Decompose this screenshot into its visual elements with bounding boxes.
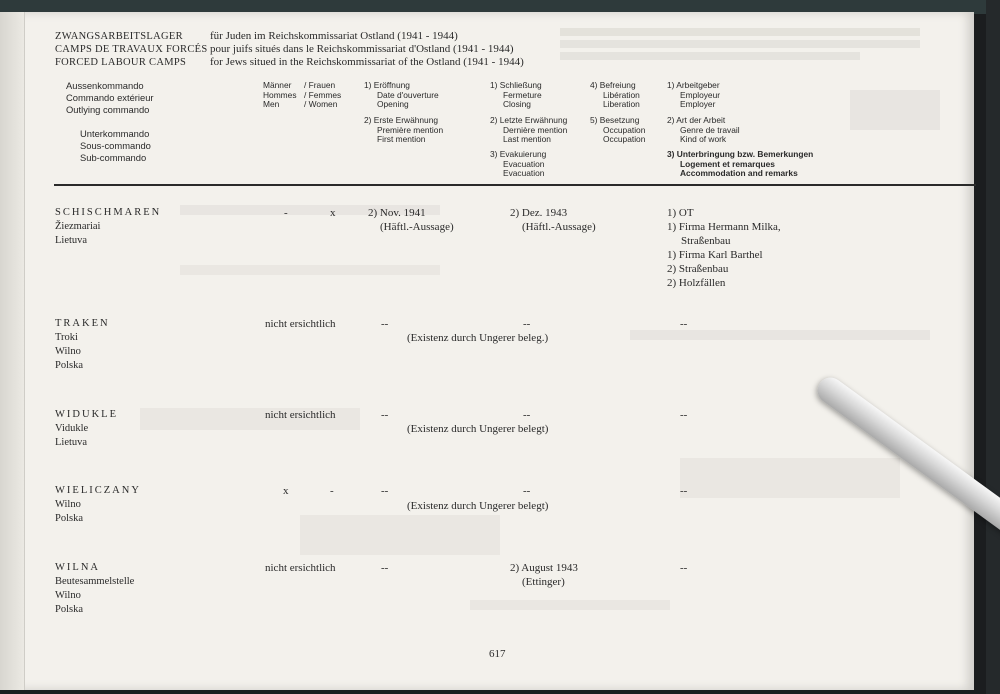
women-de: / Frauen: [304, 80, 336, 90]
work-line: 2) Straßenbau: [667, 263, 729, 275]
camp-country: Polska: [55, 513, 84, 524]
desc-de: für Juden im Reichskommissariat Ostland (1941 - 1944): [210, 30, 458, 42]
liberation-fr: Libération: [603, 89, 640, 100]
camp-name-block: [55, 561, 134, 617]
camp-country: Lietuva: [55, 437, 88, 448]
first-mention-value: --: [381, 409, 389, 421]
camp-name: WILNA: [55, 562, 100, 573]
first-mention-en: First mention: [377, 134, 426, 144]
last-mention-value: [510, 561, 578, 589]
last-mention-header: [490, 116, 567, 145]
kind-of-work-en: Kind of work: [680, 134, 727, 144]
accommodation-fr: Logement et remarques: [680, 158, 775, 169]
camp-region: Wilno: [55, 346, 81, 357]
accommodation-en: Accommodation and remarks: [680, 168, 798, 178]
women-en: / Women: [304, 99, 338, 109]
work-line: 2) Holzfällen: [667, 277, 726, 289]
men-women-status: nicht ersichtlich: [265, 318, 336, 330]
opening-en: Opening: [377, 99, 409, 109]
first-mention-value: [368, 206, 454, 234]
title-block: [55, 30, 208, 69]
kind-of-work-header: [667, 116, 740, 145]
work-details: [667, 206, 781, 290]
camp-name: SCHISCHMAREN: [55, 207, 162, 218]
outlying-de: Aussenkommando: [66, 80, 144, 91]
occupation-de: 5) Besetzung: [590, 115, 640, 125]
women-label: [304, 81, 341, 110]
men-women-status: nicht ersichtlich: [265, 409, 336, 421]
last-mention-de: 2) Letzte Erwähnung: [490, 115, 568, 125]
employer-header: [667, 81, 720, 110]
camp-region: Wilno: [55, 499, 81, 510]
facing-page-edge: [0, 12, 25, 690]
last-mention-source: (Häftl.-Aussage): [522, 221, 596, 233]
work-details: --: [680, 485, 688, 497]
sub-fr: Sous-commando: [80, 140, 151, 151]
existence-note: (Existenz durch Ungerer belegt): [407, 423, 549, 435]
men-value: -: [284, 207, 288, 219]
last-mention-value: [510, 206, 596, 234]
camp-name-block: [55, 317, 110, 373]
first-mention-date: 2) Nov. 1941: [368, 207, 426, 219]
existence-note: (Existenz durch Ungerer belegt): [407, 500, 549, 512]
liberation-en: Liberation: [603, 99, 640, 109]
occupation-en: Occupation: [603, 134, 646, 144]
sub-de: Unterkommando: [80, 128, 150, 139]
men-value: x: [283, 485, 289, 497]
scanner-frame-right: [986, 0, 1000, 694]
evacuation-header: [490, 150, 546, 179]
evacuation-de: 3) Evakuierung: [490, 149, 547, 159]
camp-name: WIELICZANY: [55, 485, 141, 496]
employer-fr: Employeur: [680, 89, 721, 100]
liberation-de: 4) Befreiung: [590, 80, 636, 90]
desc-fr: pour juifs situés dans le Reichskommissariat d'Ostland (1941 - 1944): [210, 43, 514, 55]
evacuation-en: Evacuation: [503, 168, 545, 178]
work-line: 1) Firma Karl Barthel: [667, 249, 763, 261]
camp-name-block: [55, 206, 161, 248]
sub-commando-label: [80, 128, 151, 164]
first-mention-fr: Première mention: [377, 124, 444, 135]
opening-de: 1) Eröffnung: [364, 80, 410, 90]
work-line: Straßenbau: [681, 235, 731, 247]
men-de: Männer: [263, 80, 292, 90]
camp-country: Polska: [55, 360, 84, 371]
accommodation-header: [667, 150, 813, 179]
evacuation-fr: Evacuation: [503, 158, 545, 169]
work-details: --: [680, 562, 688, 574]
occupation-fr: Occupation: [603, 124, 646, 135]
camp-name-block: [55, 408, 118, 450]
employer-en: Employer: [680, 99, 716, 109]
first-mention-source: (Häftl.-Aussage): [380, 221, 454, 233]
camp-subname: Beutesammelstelle: [55, 576, 135, 587]
men-fr: Hommes: [263, 89, 297, 100]
occupation-header: [590, 116, 645, 145]
women-value: -: [330, 485, 334, 497]
camp-subname: Vidukle: [55, 423, 89, 434]
last-mention-date: 2) August 1943: [510, 562, 578, 574]
title-en: FORCED LABOUR CAMPS: [55, 57, 187, 68]
camp-country: Lietuva: [55, 235, 88, 246]
men-women-status: nicht ersichtlich: [265, 562, 336, 574]
closing-fr: Fermeture: [503, 89, 542, 100]
existence-note: (Existenz durch Ungerer beleg.): [407, 332, 549, 344]
header-divider: [54, 184, 976, 186]
last-mention-fr: Dernière mention: [503, 124, 568, 135]
camp-name-block: [55, 484, 141, 526]
camp-country: Polska: [55, 604, 84, 615]
women-fr: / Femmes: [304, 89, 342, 100]
title-fr: CAMPS DE TRAVAUX FORCÉS: [55, 44, 208, 55]
camp-name: TRAKEN: [55, 318, 110, 329]
outlying-commando-label: [66, 80, 154, 116]
first-mention-value: --: [381, 562, 389, 574]
men-label: [263, 81, 297, 110]
liberation-header: [590, 81, 640, 110]
men-en: Men: [263, 99, 280, 109]
camp-subname: Troki: [55, 332, 78, 343]
work-line: 1) OT: [667, 207, 694, 219]
last-mention-source: (Ettinger): [522, 576, 565, 588]
outlying-fr: Commando extérieur: [66, 92, 154, 103]
women-value: x: [330, 207, 336, 219]
page-number: 617: [489, 648, 506, 660]
desc-en: for Jews situed in the Reichskommissariat of the Ostland (1941 - 1944): [210, 56, 524, 68]
sub-en: Sub-commando: [80, 152, 147, 163]
first-mention-value: --: [381, 318, 389, 330]
first-mention-value: --: [381, 485, 389, 497]
work-line: 1) Firma Hermann Milka,: [667, 221, 781, 233]
outlying-en: Outlying commando: [66, 104, 150, 115]
camp-region: Wilno: [55, 590, 81, 601]
title-de: ZWANGSARBEITSLAGER: [55, 31, 183, 42]
employer-de: 1) Arbeitgeber: [667, 80, 720, 90]
kind-of-work-fr: Genre de travail: [680, 124, 740, 135]
closing-en: Closing: [503, 99, 531, 109]
opening-fr: Date d'ouverture: [377, 89, 439, 100]
description-block: [210, 30, 524, 69]
last-mention-value: --: [523, 318, 531, 330]
camp-subname: Žiezmariai: [55, 221, 101, 232]
last-mention-value: --: [523, 409, 531, 421]
last-mention-en: Last mention: [503, 134, 551, 144]
camp-name: WIDUKLE: [55, 409, 118, 420]
opening-header: [364, 81, 439, 110]
closing-header: [490, 81, 542, 110]
last-mention-date: 2) Dez. 1943: [510, 207, 568, 219]
work-details: --: [680, 409, 688, 421]
first-mention-de: 2) Erste Erwähnung: [364, 115, 439, 125]
work-details: --: [680, 318, 688, 330]
last-mention-value: --: [523, 485, 531, 497]
closing-de: 1) Schließung: [490, 80, 542, 90]
kind-of-work-de: 2) Art der Arbeit: [667, 115, 726, 125]
first-mention-header: [364, 116, 443, 145]
accommodation-de: 3) Unterbringung bzw. Bemerkungen: [667, 149, 814, 159]
